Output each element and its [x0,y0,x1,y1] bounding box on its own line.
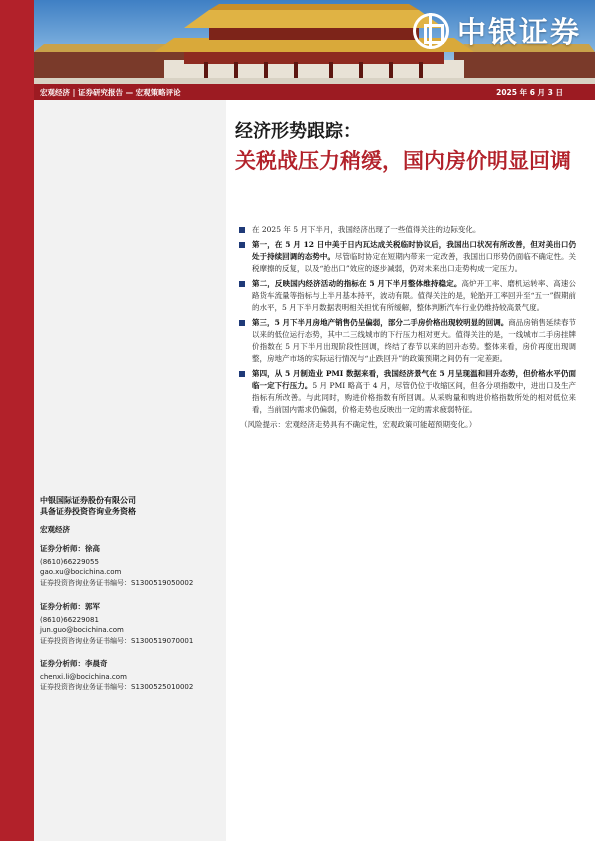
bullet-item [236,368,576,416]
analyst-card [40,659,193,693]
report-category: 宏观经济 | 证券研究报告 — 宏观策略评论 [40,87,181,97]
analyst-email[interactable]: jun.guo@bocichina.com [40,626,124,634]
analyst-name: 证券分析师：郭军 [40,602,100,611]
institution-info [40,495,136,517]
bank-of-china-logo-icon [413,13,449,49]
bullet-lead: 第三，5 月下半月房地产销售仍呈偏弱，部分二手房价格出现较明显的回调。 [252,318,509,327]
bullet-text: 5 月 PMI 略高于 4 月，尽管仍位于收缩区间，但各分项指数中，进出口及生产指标有所改善。与此同时，购进价格指数有所回调。从采购量和购进价格指数所处的相对低位来看，当前国内需求仍偏弱，价格走势也反映出一定的需求疲弱特征。 [252,381,577,414]
analyst-cert: 证券投资咨询业务证书编号：S1300525010002 [40,683,194,691]
bullet-text: 高炉开工率、磨机运转率、高速公路货车流量等指标与上半月基本持平，波动有限。值得关注的是，轮胎开工率回升至“五一”假期前的水平，5 月下半月数据表明相关担忧有所缓解，整体判断汽车行业仍维持较高景气度。 [252,279,576,312]
report-category-bar [34,84,595,100]
analyst-cert: 证券投资咨询业务证书编号：S1300519070001 [40,636,194,645]
bullet-square-icon [239,242,245,248]
analyst-phone: (8610)66229081 [40,615,99,624]
bullet-square-icon [239,227,245,233]
bullet-item [236,317,576,365]
org-qualification: 具备证券投资咨询业务资格 [40,507,136,516]
report-date: 2025 年 6 月 3 日 [496,87,563,97]
org-name: 中银国际证券股份有限公司 [40,496,136,505]
summary-bullets [236,224,576,431]
bullet-square-icon [239,281,245,287]
analyst-phone: (8610)66229055 [40,557,99,566]
bullet-square-icon [239,320,245,326]
risk-note: （风险提示：宏观经济走势具有不确定性，宏观政策可能超预期变化。） [240,420,477,429]
bullet-item [236,224,576,236]
analyst-email[interactable]: gao.xu@bocichina.com [40,568,122,576]
bullet-square-icon [239,371,245,377]
bullet-lead: 第一，在 5 月 12 日中美于日内瓦达成关税临时协议后，我国出口状况有所改善，但对美出口仍处于持续回调的态势中。 [252,240,576,261]
bullet-text: 商品房销售延续春节以来的低位运行态势，其中二三线城市的下行压力相对更大。值得关注的是，一线城市二手房挂牌价指数在 5 月下半月出现阶段性回调，终结了春节以来的回升态势。整体来看，房价再度出现调整，房地产市场的实际运行情况与“止跌回升”的政策预期之间仍有一定差距。 [252,318,577,363]
report-title-line1: 经济形势跟踪： [235,121,361,142]
bullet-text: 尽管临时协定在短期内带来一定改善，我国出口形势仍面临不确定性。关税摩擦的反复，以及“抢出口”效应的逐步减弱，仍对未来出口走势构成一定压力。 [252,252,577,273]
analyst-name: 证券分析师：李晨奇 [40,659,108,668]
sidebar-category: 宏观经济 [40,525,70,534]
boc-logo [413,10,581,51]
report-title-line2: 关税战压力稍缓，国内房价明显回调 [235,149,571,173]
left-red-stripe [0,0,34,841]
analyst-name: 证券分析师：徐高 [40,544,100,553]
bullet-item [236,239,576,275]
bullet-text: 在 2025 年 5 月下半月，我国经济出现了一些值得关注的边际变化。 [252,225,481,234]
analyst-card [40,544,193,588]
analyst-cert: 证券投资咨询业务证书编号：S1300519050002 [40,578,194,587]
bullet-lead: 第四，从 5 月制造业 PMI 数据来看，我国经济景气在 5 月呈现温和回升态势，但价格水平仍面临一定下行压力。 [252,369,576,390]
bullet-lead: 第二，反映国内经济活动的指标在 5 月下半月整体维持稳定。 [252,279,462,288]
analyst-email[interactable]: chenxi.li@bocichina.com [40,672,127,681]
analyst-card [40,602,193,646]
logo-text: 中银证券 [456,15,581,49]
sidebar [34,100,226,841]
bullet-item [236,278,576,314]
header-banner-image [34,0,595,84]
